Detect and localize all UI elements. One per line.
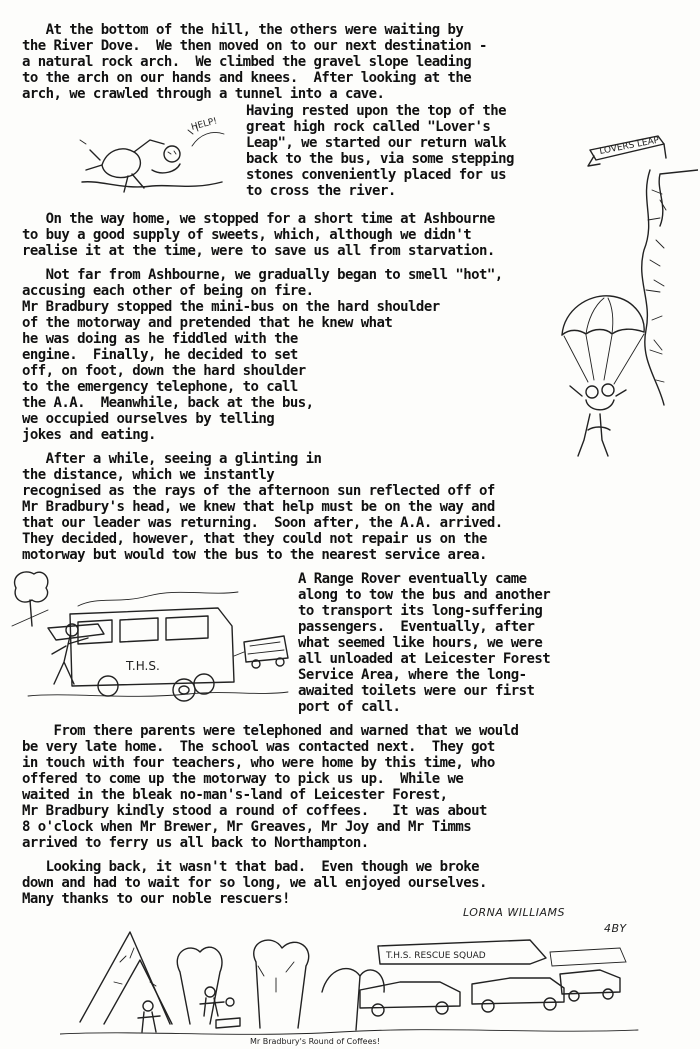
text-line: Many thanks to our noble rescuers! bbox=[22, 891, 290, 907]
text-line: arch, we crawled through a tunnel into a cave. bbox=[22, 86, 385, 102]
text-line: he was doing as he fiddled with the bbox=[22, 331, 298, 347]
text-line: the distance, which we instantly bbox=[22, 467, 275, 483]
text-line: 8 o'clock when Mr Brewer, Mr Greaves, Mr Joy and Mr Timms bbox=[22, 819, 472, 835]
text-line: On the way home, we stopped for a short time at Ashbourne bbox=[22, 211, 495, 227]
text-line: arrived to ferry us all back to Northampton. bbox=[22, 835, 369, 851]
text-line: along to tow the bus and another bbox=[298, 587, 551, 603]
text-line: to the arch on our hands and knees. After looking at the bbox=[22, 70, 472, 86]
text-line: to buy a good supply of sweets, which, although we didn't bbox=[22, 227, 472, 243]
text-line: what seemed like hours, we were bbox=[298, 635, 543, 651]
text-line: to the emergency telephone, to call bbox=[22, 379, 298, 395]
text-line: Leap", we started our return walk bbox=[246, 135, 506, 151]
lovers-leap-sign-caption: LOVERS LEAP bbox=[598, 135, 661, 157]
text-line: off, on foot, down the hard shoulder bbox=[22, 363, 306, 379]
author-form: 4BY bbox=[604, 922, 627, 935]
text-line: At the bottom of the hill, the others were waiting by bbox=[22, 22, 464, 38]
text-line: jokes and eating. bbox=[22, 427, 156, 443]
text-line: motorway but would tow the bus to the nearest service area. bbox=[22, 547, 487, 563]
text-line: Mr Bradbury's head, we knew that help must be on the way and bbox=[22, 499, 495, 515]
text-line: stones conveniently placed for us bbox=[246, 167, 506, 183]
lovers-leap-parachute-illustration bbox=[560, 130, 698, 470]
text-line: recognised as the rays of the afternoon sun reflected off of bbox=[22, 483, 495, 499]
text-line: accusing each other of being on fire. bbox=[22, 283, 314, 299]
text-line: of the motorway and pretended that he knew what bbox=[22, 315, 393, 331]
text-line: down and had to wait for so long, we all enjoyed ourselves. bbox=[22, 875, 487, 891]
text-line: that our leader was returning. Soon after, the A.A. arrived. bbox=[22, 515, 503, 531]
text-line: great high rock called "Lover's bbox=[246, 119, 491, 135]
text-line: Service Area, where the long- bbox=[298, 667, 527, 683]
help-caption: HELP! bbox=[190, 116, 219, 133]
text-line: we occupied ourselves by telling bbox=[22, 411, 275, 427]
text-line: After a while, seeing a glinting in bbox=[22, 451, 322, 467]
text-line: awaited toilets were our first bbox=[298, 683, 535, 699]
text-line: realise it at the time, were to save us all from starvation. bbox=[22, 243, 495, 259]
text-line: waited in the bleak no-man's-land of Leicester Forest, bbox=[22, 787, 448, 803]
text-line: A Range Rover eventually came bbox=[298, 571, 527, 587]
text-line: all unloaded at Leicester Forest bbox=[298, 651, 551, 667]
text-line: They decided, however, that they could not repair us on the bbox=[22, 531, 487, 547]
author-signature: LORNA WILLIAMS bbox=[463, 906, 565, 919]
text-line: Having rested upon the top of the bbox=[246, 103, 506, 119]
text-line: passengers. Eventually, after bbox=[298, 619, 535, 635]
text-line: to transport its long-suffering bbox=[298, 603, 543, 619]
text-line: From there parents were telephoned and warned that we would bbox=[22, 723, 519, 739]
text-line: the River Dove. We then moved on to our next destination - bbox=[22, 38, 487, 54]
rescue-caption: T.H.S. RESCUE SQUAD bbox=[386, 951, 486, 961]
text-line: port of call. bbox=[298, 699, 401, 715]
text-line: offered to come up the motorway to pick us up. While we bbox=[22, 771, 464, 787]
text-line: in touch with four teachers, who were home by this time, who bbox=[22, 755, 495, 771]
falling-figure-illustration bbox=[72, 110, 242, 202]
text-line: back to the bus, via some stepping bbox=[246, 151, 514, 167]
text-line: the A.A. Meanwhile, back at the bus, bbox=[22, 395, 314, 411]
bus-caption: T.H.S. bbox=[126, 659, 160, 673]
text-line: Not far from Ashbourne, we gradually began to smell "hot", bbox=[22, 267, 503, 283]
text-line: be very late home. The school was contacted next. They got bbox=[22, 739, 495, 755]
text-line: Mr Bradbury kindly stood a round of coffees. It was about bbox=[22, 803, 487, 819]
service-area-scene-illustration bbox=[60, 912, 640, 1046]
text-line: a natural rock arch. We climbed the gravel slope leading bbox=[22, 54, 472, 70]
text-line: to cross the river. bbox=[246, 183, 396, 199]
bottom-caption: Mr Bradbury's Round of Coffees! bbox=[250, 1037, 380, 1046]
text-line: engine. Finally, he decided to set bbox=[22, 347, 298, 363]
broken-down-bus-illustration bbox=[8, 566, 296, 706]
text-line: Mr Bradbury stopped the mini-bus on the hard shoulder bbox=[22, 299, 440, 315]
text-line: Looking back, it wasn't that bad. Even though we broke bbox=[22, 859, 479, 875]
